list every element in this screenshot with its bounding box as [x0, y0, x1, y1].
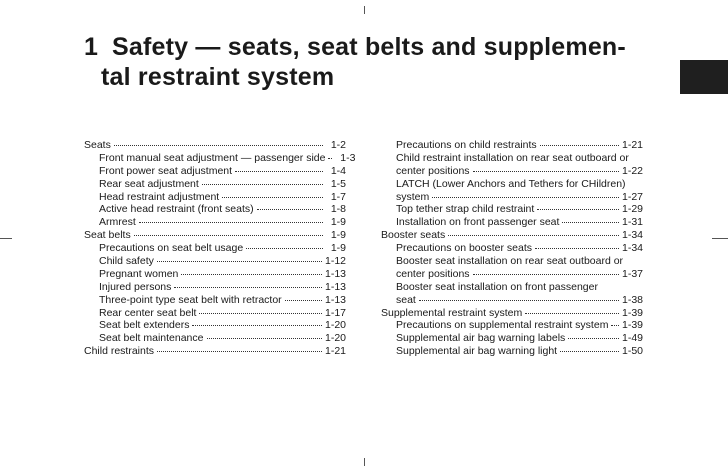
toc-entry-page: 1-27 — [621, 190, 643, 203]
toc-dot-leader — [257, 209, 323, 210]
toc-entry[interactable] — [381, 139, 643, 152]
toc-entry-page: 1-12 — [324, 255, 346, 268]
toc-dot-leader — [535, 248, 619, 249]
toc-entry-label: Precautions on seat belt usage — [99, 242, 244, 255]
toc-dot-leader — [432, 197, 619, 198]
toc-entry[interactable] — [84, 307, 346, 320]
toc-entry-page: 1-22 — [621, 164, 643, 177]
toc-entry[interactable] — [381, 152, 643, 165]
toc-entry-page: 1-49 — [621, 332, 643, 345]
chapter-title — [84, 32, 664, 92]
toc-entry[interactable] — [84, 216, 346, 229]
toc-dot-leader — [134, 235, 323, 236]
toc-entry-page: 1-37 — [621, 267, 643, 280]
toc-dot-leader — [157, 261, 322, 262]
toc-dot-leader — [181, 274, 322, 275]
toc-entry-label: Top tether strap child restraint — [396, 203, 535, 216]
toc-entry[interactable] — [381, 165, 643, 178]
toc-dot-leader — [139, 222, 323, 223]
toc-entry[interactable] — [381, 203, 643, 216]
toc-entry-page: 1-20 — [324, 332, 346, 345]
toc-dot-leader — [473, 171, 619, 172]
toc-entry[interactable] — [84, 255, 346, 268]
toc-entry-page: 1-38 — [621, 293, 643, 306]
toc-dot-leader — [419, 300, 619, 301]
toc-entry-label: seat — [396, 293, 416, 306]
chapter-title-line1 — [84, 32, 664, 62]
toc-entry[interactable] — [84, 332, 346, 345]
toc-entry-label: Head restraint adjustment — [99, 190, 220, 203]
toc-entry-page: 1-34 — [621, 242, 643, 255]
toc-entry[interactable] — [381, 319, 643, 332]
toc-dot-leader — [525, 313, 619, 314]
toc-entry-page: 1-9 — [330, 229, 346, 242]
toc-entry-label: Seats — [84, 139, 111, 151]
toc-dot-leader — [222, 197, 323, 198]
toc-entry[interactable] — [381, 307, 643, 320]
toc-entry[interactable] — [84, 151, 356, 165]
crop-mark-bottom — [364, 458, 365, 466]
chapter-title-text: Safety — seats, seat belts and supplemen- — [112, 33, 626, 61]
toc-entry-label: Booster seat installation on rear seat outboard or — [396, 255, 624, 268]
toc-entry-label: Precautions on supplemental restraint system — [396, 319, 609, 332]
toc-entry-label: center positions — [396, 164, 470, 177]
toc-dot-leader — [207, 338, 322, 339]
toc-entry[interactable] — [381, 216, 643, 229]
toc-dot-leader — [540, 145, 619, 146]
toc-entry-label: Rear seat adjustment — [99, 177, 199, 190]
toc-entry-label: Booster seats — [381, 229, 446, 242]
toc-entry-page: 1-34 — [621, 229, 643, 242]
toc-entry-label: Booster seat installation on front passenger — [396, 280, 598, 293]
toc-entry-page: 1-31 — [621, 216, 643, 229]
toc-entry[interactable] — [381, 255, 643, 268]
toc-entry-label: Rear center seat belt — [99, 306, 197, 319]
crop-mark-left — [0, 238, 12, 239]
crop-mark-right — [712, 238, 728, 239]
chapter-title-line2: tal restraint system — [101, 63, 335, 91]
chapter-number: 1 — [84, 33, 99, 61]
toc-dot-leader — [114, 145, 323, 146]
toc-entry-page: 1-39 — [621, 306, 643, 319]
toc-dot-leader — [562, 222, 619, 223]
toc-entry[interactable] — [381, 242, 643, 255]
toc-entry-page: 1-8 — [330, 203, 346, 216]
toc-entry[interactable] — [84, 294, 346, 307]
toc-entry-label: Seat belt maintenance — [99, 332, 204, 345]
toc-entry[interactable] — [84, 191, 346, 204]
toc-entry-label: Child restraint installation on rear seat outboard or — [396, 151, 629, 164]
toc-entry-label: Front power seat adjustment — [99, 164, 233, 177]
toc-entry[interactable] — [381, 332, 643, 345]
chapter-thumb-tab — [680, 60, 728, 94]
toc-dot-leader — [174, 287, 322, 288]
toc-dot-leader — [568, 338, 619, 339]
toc-entry-page: 1-9 — [330, 216, 346, 229]
toc-entry-page: 1-13 — [324, 293, 346, 306]
toc-entry-label: Seat belt extenders — [99, 319, 190, 332]
toc-entry[interactable] — [84, 165, 346, 178]
toc-left-column — [84, 139, 356, 358]
toc-entry-page: 1-4 — [330, 164, 346, 177]
toc-entry-page: 1-13 — [324, 280, 346, 293]
toc-entry-page: 1-39 — [621, 319, 643, 332]
toc-entry[interactable] — [381, 294, 643, 307]
toc-entry-page: 1-3 — [340, 151, 356, 164]
toc-entry[interactable] — [84, 139, 346, 152]
toc-entry-label: Supplemental restraint system — [381, 306, 523, 319]
toc-entry-label: Installation on front passenger seat — [396, 216, 560, 229]
toc-entry-label: Child restraints — [84, 345, 155, 358]
toc-entry[interactable] — [381, 191, 643, 204]
toc-entry-page: 1-29 — [621, 203, 643, 216]
toc-entry[interactable] — [381, 268, 643, 281]
toc-dot-leader — [235, 171, 323, 172]
toc-dot-leader — [448, 235, 619, 236]
toc-entry-page: 1-5 — [330, 177, 346, 190]
toc-dot-leader — [285, 300, 322, 301]
toc-dot-leader — [246, 248, 323, 249]
toc-entry[interactable] — [84, 319, 346, 332]
toc-entry-page: 1-2 — [330, 139, 346, 151]
toc-entry-label: Three-point type seat belt with retractor — [99, 293, 282, 306]
toc-entry-label: Pregnant women — [99, 267, 179, 280]
toc-entry[interactable] — [381, 345, 643, 358]
toc-dot-leader — [560, 351, 619, 352]
toc-dot-leader — [202, 184, 323, 185]
toc-entry[interactable] — [381, 229, 643, 242]
toc-entry[interactable] — [84, 268, 346, 281]
toc-entry[interactable] — [84, 242, 346, 255]
toc-entry[interactable] — [84, 203, 346, 216]
toc-dot-leader — [192, 325, 322, 326]
toc-dot-leader — [611, 325, 619, 326]
toc-entry[interactable] — [84, 229, 346, 242]
toc-dot-leader — [157, 351, 322, 352]
toc-entry-label: Armrest — [99, 216, 136, 229]
toc-entry-label: Active head restraint (front seats) — [99, 203, 254, 216]
toc-entry[interactable] — [381, 281, 643, 294]
toc-entry-page: 1-9 — [330, 242, 346, 255]
toc-entry-page: 1-50 — [621, 345, 643, 358]
toc-entry-label: Precautions on booster seats — [396, 242, 532, 255]
toc-dot-leader — [199, 313, 322, 314]
toc-entry-label: Seat belts — [84, 229, 131, 242]
toc-dot-leader — [537, 209, 619, 210]
toc-entry-label: LATCH (Lower Anchors and Tethers for CHildren) — [396, 177, 626, 190]
toc-dot-leader — [328, 158, 332, 159]
toc-entry-label: center positions — [396, 267, 470, 280]
toc-entry-label: system — [396, 190, 430, 203]
toc-entry[interactable] — [84, 178, 346, 191]
toc-entry-page: 1-21 — [324, 345, 346, 358]
toc-entry[interactable] — [381, 178, 643, 191]
toc-entry-page: 1-13 — [324, 267, 346, 280]
crop-mark-top — [364, 6, 365, 14]
toc-entry[interactable] — [84, 281, 346, 294]
toc-entry-page: 1-21 — [621, 139, 643, 151]
toc-entry-label: Precautions on child restraints — [396, 139, 537, 151]
toc-entry-label: Supplemental air bag warning light — [396, 345, 558, 358]
toc-entry-label: Supplemental air bag warning labels — [396, 332, 566, 345]
toc-entry-label: Child safety — [99, 255, 154, 268]
toc-entry[interactable] — [84, 345, 346, 358]
toc-entry-page: 1-20 — [324, 319, 346, 332]
toc-entry-page: 1-7 — [330, 190, 346, 203]
toc-entry-label: Front manual seat adjustment — passenger side — [99, 151, 326, 164]
toc-entry-page: 1-17 — [324, 306, 346, 319]
toc-dot-leader — [473, 274, 619, 275]
toc-entry-label: Injured persons — [99, 280, 172, 293]
toc-right-column — [381, 139, 643, 358]
